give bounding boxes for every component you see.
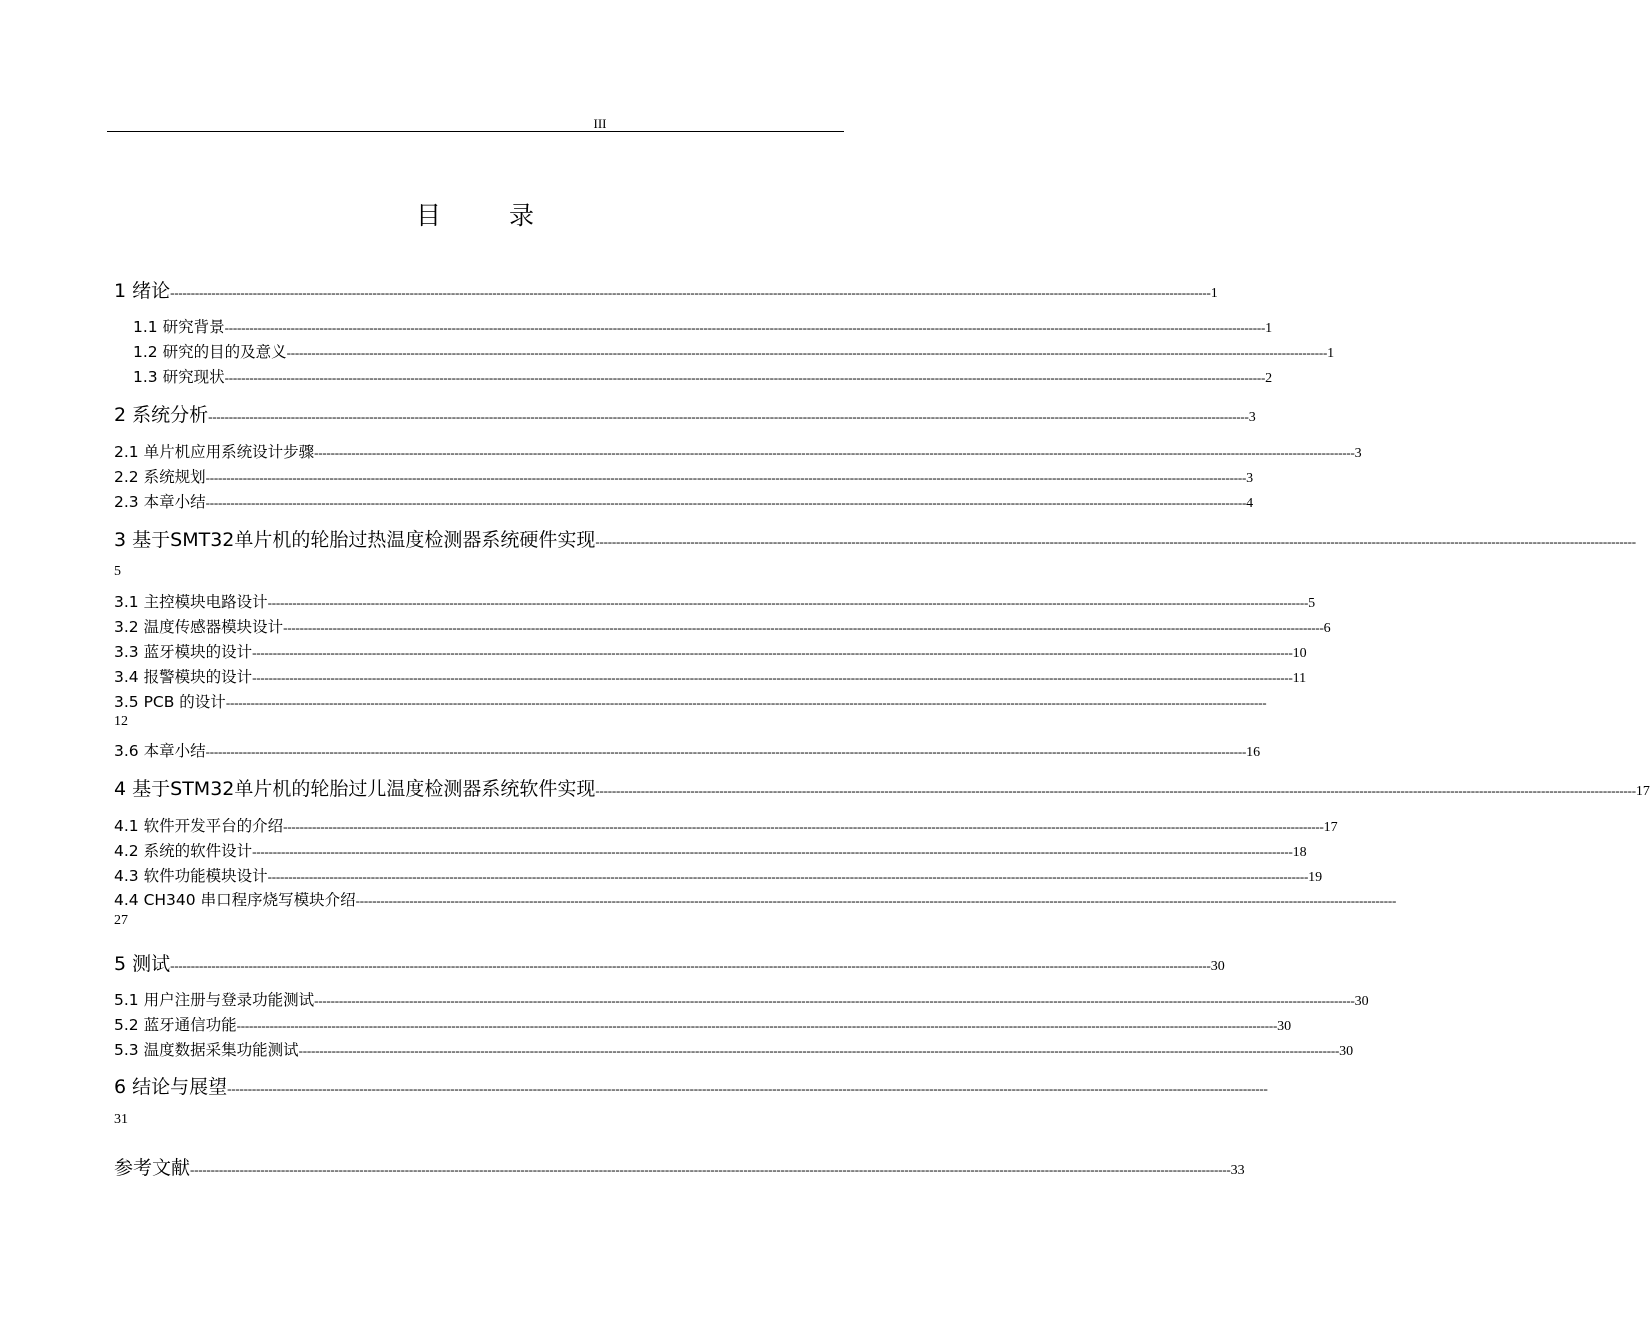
toc-entry-5-2[interactable]	[114, 1013, 1292, 1035]
toc-entry-references[interactable]	[114, 1153, 1245, 1180]
toc-entry-page: 3	[1354, 446, 1362, 461]
toc-entry-label: 参考文献	[114, 1157, 191, 1179]
toc-leader: ------------------------------------------------------------------------------------------------------------------------------------------------------------------------------------------------------------------------------------------------------------	[225, 695, 1267, 710]
toc-entry-label: 5.3 温度数据采集功能测试	[114, 1041, 299, 1059]
toc-entry-4-2[interactable]	[114, 839, 1307, 861]
toc-entry-5-1[interactable]	[114, 988, 1369, 1010]
toc-entry-page: 5	[114, 564, 121, 579]
toc-entry-1-2[interactable]	[133, 340, 1335, 362]
toc-entry-chapter-5[interactable]	[114, 949, 1225, 976]
toc-leader: ------------------------------------------------------------------------------------------------------------------------------------------------------------------------------------------------------------------------------------------------------------	[205, 495, 1247, 510]
toc-entry-chapter-3[interactable]	[114, 525, 1636, 552]
toc-entry-1-1[interactable]	[133, 315, 1273, 337]
toc-entry-page: 11	[1292, 671, 1307, 686]
toc-entry-page: 3	[1248, 410, 1256, 425]
toc-entry-3-3[interactable]	[114, 640, 1307, 662]
header-rule	[107, 131, 844, 132]
toc-entry-label: 3.3 蓝牙模块的设计	[114, 643, 253, 661]
toc-entry-page: 6	[1323, 621, 1331, 636]
toc-entry-label: 1.1 研究背景	[133, 318, 225, 336]
toc-leader: ------------------------------------------------------------------------------------------------------------------------------------------------------------------------------------------------------------------------------------------------------------	[314, 445, 1355, 460]
toc-entry-label: 3 基于SMT32单片机的轮胎过热温度检测器系统硬件实现	[114, 529, 596, 551]
toc-entry-3-6[interactable]	[114, 739, 1261, 761]
toc-leader: ------------------------------------------------------------------------------------------------------------------------------------------------------------------------------------------------------------------------------------------------------------	[355, 893, 1397, 908]
toc-leader: ------------------------------------------------------------------------------------------------------------------------------------------------------------------------------------------------------------------------------------------------------------	[595, 534, 1636, 549]
toc-leader: ------------------------------------------------------------------------------------------------------------------------------------------------------------------------------------------------------------------------------------------------------------	[224, 370, 1266, 385]
toc-entry-page: 4	[1246, 496, 1254, 511]
toc-leader: ------------------------------------------------------------------------------------------------------------------------------------------------------------------------------------------------------------------------------------------------------------	[252, 670, 1293, 685]
toc-entry-label: 3.1 主控模块电路设计	[114, 593, 268, 611]
toc-entry-4-4[interactable]	[114, 888, 1397, 910]
toc-leader: ------------------------------------------------------------------------------------------------------------------------------------------------------------------------------------------------------------------------------------------------------------	[170, 285, 1211, 300]
toc-entry-page: 17	[1635, 784, 1650, 799]
toc-entry-page: 18	[1292, 845, 1307, 860]
toc-entry-label: 3.6 本章小结	[114, 742, 206, 760]
toc-entry-page: 12	[114, 714, 128, 729]
toc-entry-chapter-4[interactable]	[114, 774, 1650, 801]
toc-leader: ------------------------------------------------------------------------------------------------------------------------------------------------------------------------------------------------------------------------------------------------------------	[236, 1018, 1278, 1033]
header-page-number: III	[593, 116, 607, 131]
toc-entry-label: 3.2 温度传感器模块设计	[114, 618, 284, 636]
toc-leader: ------------------------------------------------------------------------------------------------------------------------------------------------------------------------------------------------------------------------------------------------------------	[205, 744, 1247, 759]
toc-entry-label: 4.4 CH340 串口程序烧写模块介绍	[114, 891, 356, 909]
toc-entry-label: 5.1 用户注册与登录功能测试	[114, 991, 315, 1009]
toc-entry-2-2[interactable]	[114, 465, 1254, 487]
toc-leader: ------------------------------------------------------------------------------------------------------------------------------------------------------------------------------------------------------------------------------------------------------------	[252, 645, 1293, 660]
toc-leader: ------------------------------------------------------------------------------------------------------------------------------------------------------------------------------------------------------------------------------------------------------------	[224, 320, 1266, 335]
toc-entry-label: 3.4 报警模块的设计	[114, 668, 253, 686]
toc-entry-label: 2.3 本章小结	[114, 493, 206, 511]
toc-entry-label: 1.2 研究的目的及意义	[133, 343, 287, 361]
toc-leader: ------------------------------------------------------------------------------------------------------------------------------------------------------------------------------------------------------------------------------------------------------------	[208, 409, 1249, 424]
toc-leader: ------------------------------------------------------------------------------------------------------------------------------------------------------------------------------------------------------------------------------------------------------------	[298, 1043, 1340, 1058]
toc-leader: ------------------------------------------------------------------------------------------------------------------------------------------------------------------------------------------------------------------------------------------------------------	[190, 1162, 1231, 1177]
toc-leader: ------------------------------------------------------------------------------------------------------------------------------------------------------------------------------------------------------------------------------------------------------------	[205, 470, 1247, 485]
toc-entry-page: 30	[1277, 1019, 1292, 1034]
toc-entry-label: 4.2 系统的软件设计	[114, 842, 253, 860]
toc-entry-label: 2.1 单片机应用系统设计步骤	[114, 443, 315, 461]
toc-entry-page: 1	[1265, 321, 1273, 336]
toc-entry-label: 2.2 系统规划	[114, 468, 206, 486]
toc-leader: ------------------------------------------------------------------------------------------------------------------------------------------------------------------------------------------------------------------------------------------------------------	[170, 958, 1211, 973]
toc-entry-chapter-6[interactable]	[114, 1072, 1268, 1099]
toc-entry-page: 10	[1292, 646, 1307, 661]
toc-leader: ------------------------------------------------------------------------------------------------------------------------------------------------------------------------------------------------------------------------------------------------------------	[267, 595, 1309, 610]
toc-entry-2-3[interactable]	[114, 490, 1254, 512]
toc-leader: ------------------------------------------------------------------------------------------------------------------------------------------------------------------------------------------------------------------------------------------------------------	[283, 819, 1324, 834]
toc-entry-label: 4 基于STM32单片机的轮胎过儿温度检测器系统软件实现	[114, 778, 596, 800]
toc-entry-3-2[interactable]	[114, 615, 1331, 637]
toc-entry-page: 27	[114, 913, 128, 928]
toc-entry-label: 4.1 软件开发平台的介绍	[114, 817, 284, 835]
toc-leader: ------------------------------------------------------------------------------------------------------------------------------------------------------------------------------------------------------------------------------------------------------------	[267, 869, 1309, 884]
toc-entry-page: 33	[1230, 1163, 1245, 1178]
toc-entry-page: 2	[1265, 371, 1273, 386]
toc-entry-1-3[interactable]	[133, 365, 1273, 387]
toc-entry-label: 2 系统分析	[114, 404, 209, 426]
toc-entry-3-5[interactable]	[114, 690, 1267, 712]
toc-entry-page: 1	[1210, 286, 1218, 301]
toc-entry-3-4[interactable]	[114, 665, 1307, 687]
toc-entry-page: 31	[114, 1112, 128, 1127]
toc-entry-3-1[interactable]	[114, 590, 1316, 612]
toc-leader: ------------------------------------------------------------------------------------------------------------------------------------------------------------------------------------------------------------------------------------------------------------	[252, 844, 1293, 859]
toc-entry-label: 1.3 研究现状	[133, 368, 225, 386]
toc-entry-label: 5 测试	[114, 953, 171, 975]
toc-leader: ------------------------------------------------------------------------------------------------------------------------------------------------------------------------------------------------------------------------------------------------------------	[283, 620, 1324, 635]
toc-entry-4-3[interactable]	[114, 864, 1323, 886]
toc-entry-label: 4.3 软件功能模块设计	[114, 867, 268, 885]
toc-entry-label: 1 绪论	[114, 280, 171, 302]
toc-entry-page: 5	[1308, 596, 1316, 611]
toc-leader: ------------------------------------------------------------------------------------------------------------------------------------------------------------------------------------------------------------------------------------------------------------	[227, 1081, 1268, 1096]
toc-title: 目 录	[416, 201, 564, 230]
toc-entry-page: 1	[1327, 346, 1335, 361]
toc-entry-page: 3	[1246, 471, 1254, 486]
toc-entry-chapter-2[interactable]	[114, 400, 1256, 427]
toc-entry-5-3[interactable]	[114, 1038, 1354, 1060]
toc-entry-2-1[interactable]	[114, 440, 1362, 462]
toc-entry-chapter-1[interactable]	[114, 276, 1218, 303]
toc-entry-page: 30	[1210, 959, 1225, 974]
toc-entry-label: 6 结论与展望	[114, 1076, 228, 1098]
toc-entry-page: 16	[1246, 745, 1261, 760]
toc-entry-page: 17	[1323, 820, 1338, 835]
toc-entry-label: 5.2 蓝牙通信功能	[114, 1016, 237, 1034]
toc-entry-4-1[interactable]	[114, 814, 1338, 836]
toc-leader: ------------------------------------------------------------------------------------------------------------------------------------------------------------------------------------------------------------------------------------------------------------	[286, 345, 1328, 360]
toc-entry-page: 30	[1339, 1044, 1354, 1059]
toc-entry-page: 19	[1308, 870, 1323, 885]
toc-leader: ------------------------------------------------------------------------------------------------------------------------------------------------------------------------------------------------------------------------------------------------------------	[314, 993, 1355, 1008]
toc-leader: ------------------------------------------------------------------------------------------------------------------------------------------------------------------------------------------------------------------------------------------------------------	[595, 783, 1636, 798]
toc-entry-page: 30	[1354, 994, 1369, 1009]
toc-entry-label: 3.5 PCB 的设计	[114, 693, 226, 711]
